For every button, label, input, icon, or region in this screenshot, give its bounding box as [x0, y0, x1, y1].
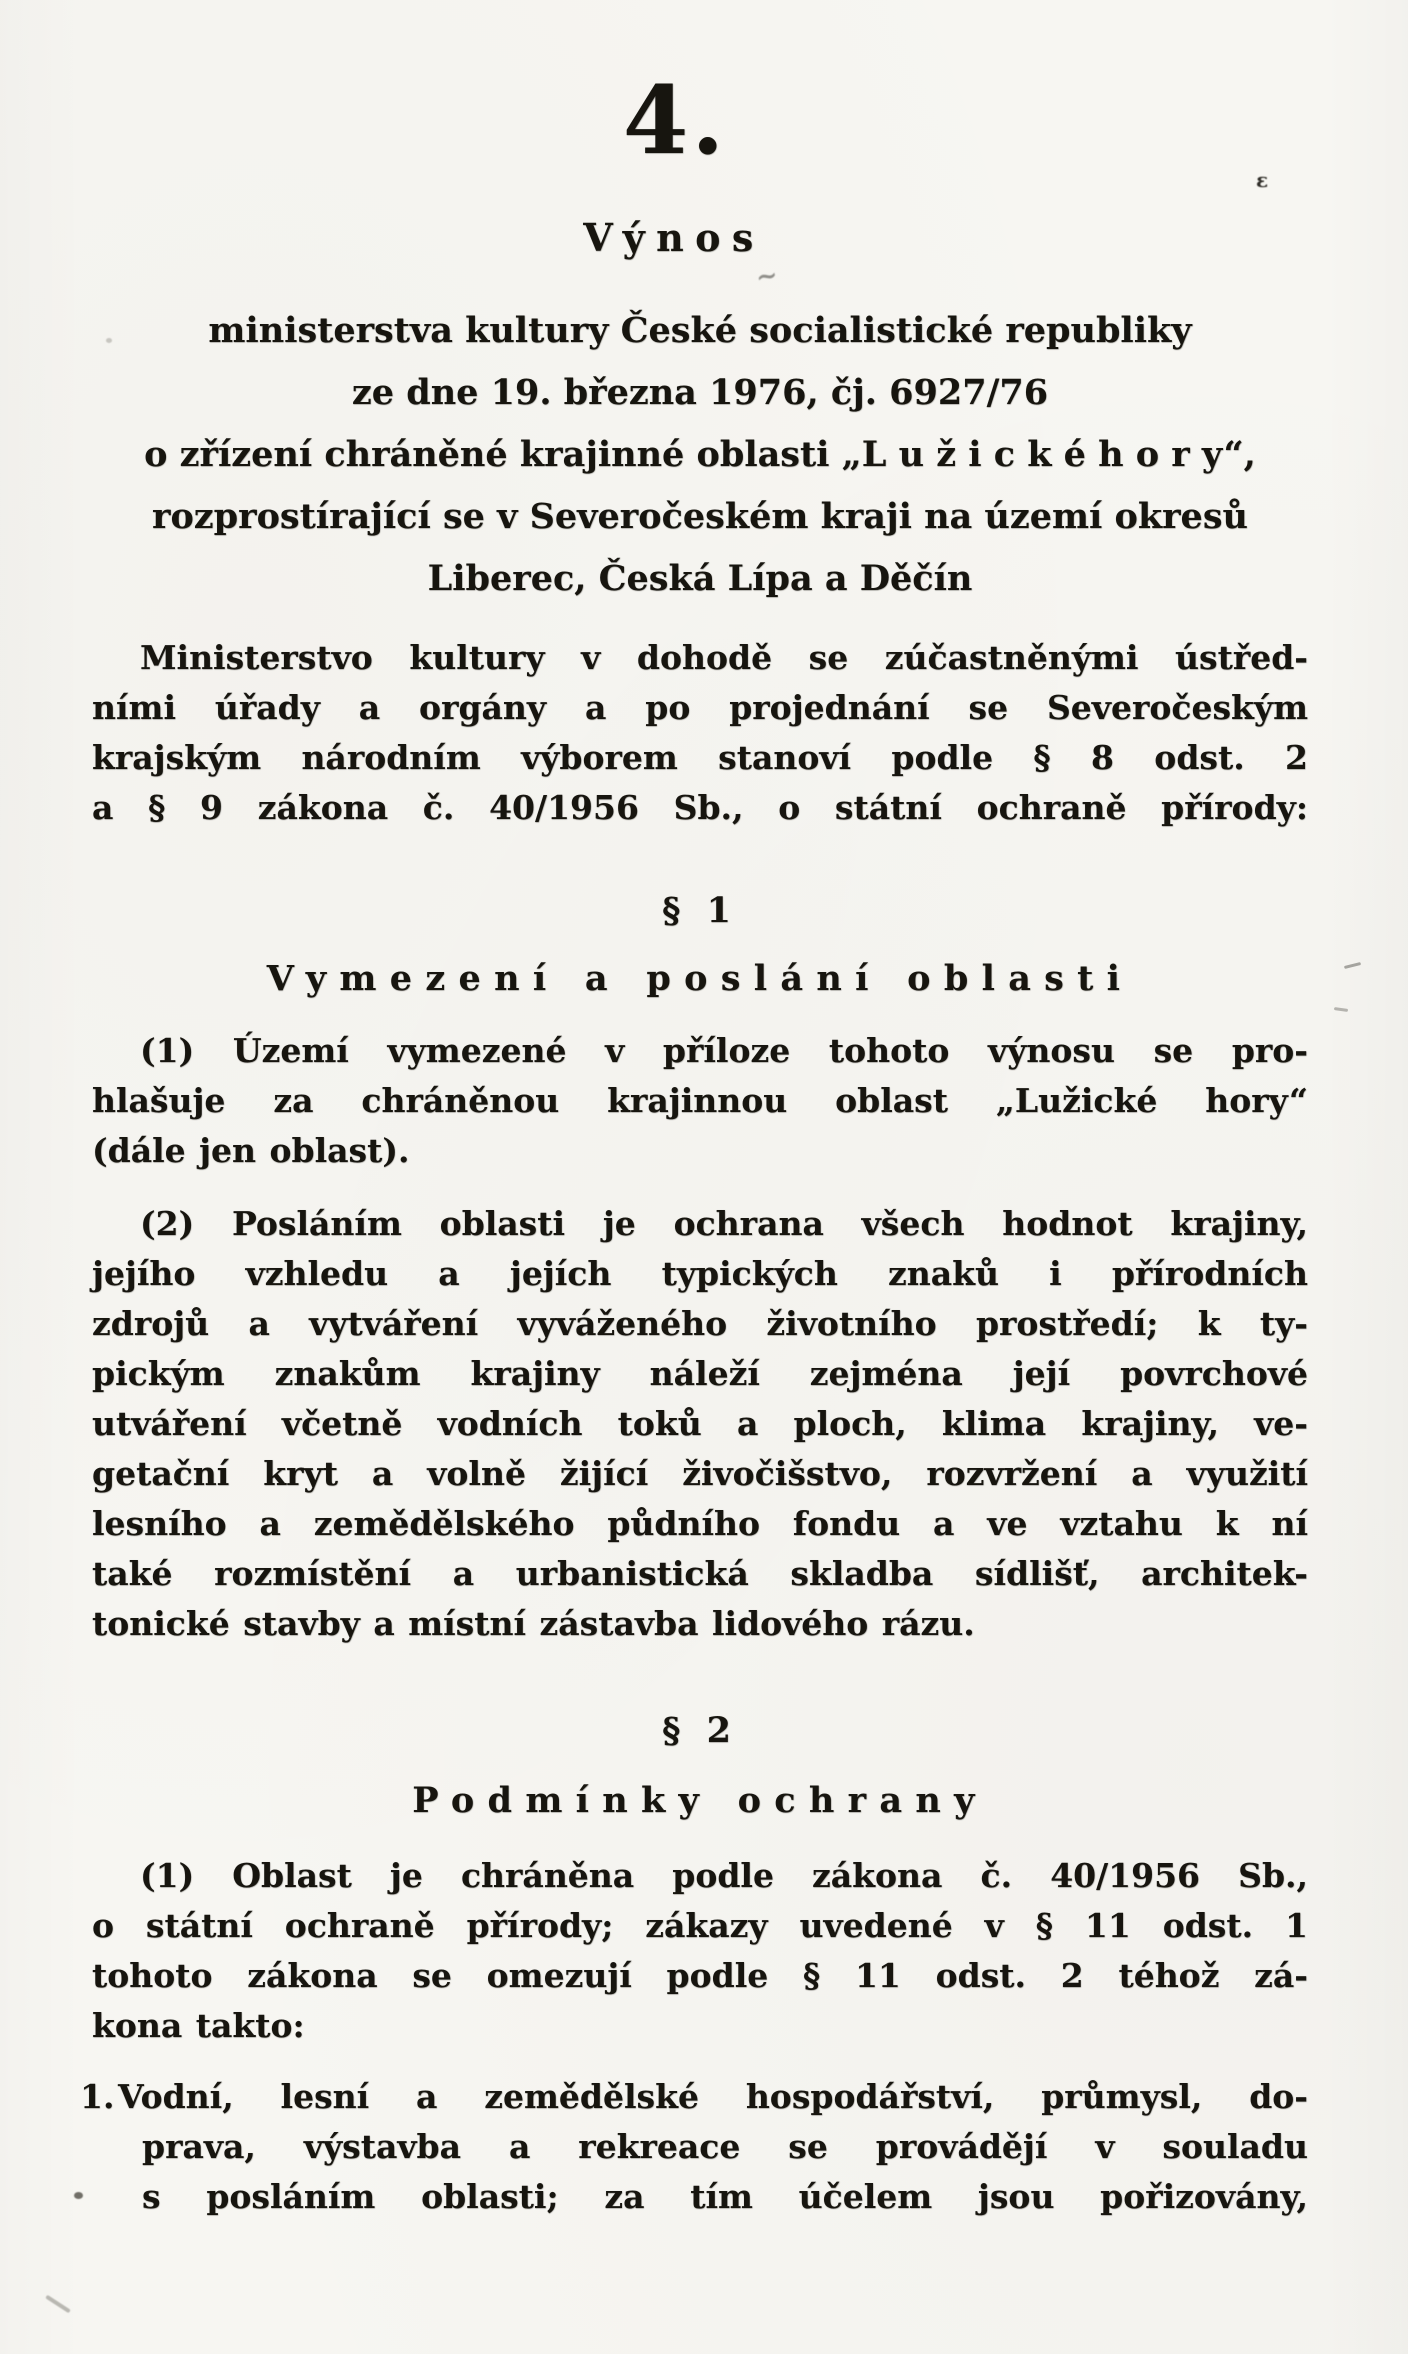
- text-line: rozprostírající se v Severočeském kraji na území okresů: [152, 496, 1248, 537]
- text-line: o zřízení chráněné krajinné oblasti „L u ž i c k é h o r y“,: [144, 434, 1256, 475]
- text-line: tonické stavby a místní zástavba lidového rázu.: [92, 1604, 975, 1643]
- section-1-paragraph-2: [92, 1199, 1308, 1649]
- text-line: také rozmístění a urbanistická skladba sídlišť, architek-: [92, 1554, 1308, 1593]
- text-line: zdrojů a vytváření vyváženého životního prostředí; k ty-: [92, 1304, 1308, 1343]
- section-2-paragraph-1: [92, 1851, 1308, 2051]
- text-line: o státní ochraně přírody; zákazy uvedené v § 11 odst. 1: [92, 1906, 1308, 1945]
- page-content: [80, 0, 1308, 2354]
- ink-dot: [74, 2192, 83, 2199]
- text-line: ze dne 19. března 1976, čj. 6927/76: [351, 372, 1049, 413]
- text-line: Ministerstvo kultury v dohodě se zúčastněnými ústřed-: [140, 638, 1308, 677]
- text-line: utváření včetně vodních toků a ploch, klima krajiny, ve-: [92, 1404, 1308, 1443]
- text-line: s posláním oblasti; za tím účelem jsou pořizovány,: [142, 2177, 1308, 2216]
- text-line: Liberec, Česká Lípa a Děčín: [427, 558, 973, 599]
- scan-streak: [45, 2295, 71, 2314]
- text-line: (1) Území vymezené v příloze tohoto výnosu se pro-: [140, 1031, 1308, 1070]
- intro-paragraph: [92, 633, 1308, 833]
- text-line: tohoto zákona se omezují podle § 11 odst. 2 téhož zá-: [92, 1956, 1308, 1995]
- ink-dot: [106, 338, 112, 343]
- text-line: prava, výstavba a rekreace se provádějí v souladu: [142, 2127, 1308, 2166]
- section-1-paragraph-1: [92, 1026, 1308, 1176]
- text-line: lesního a zemědělského půdního fondu a ve vztahu k ní: [92, 1504, 1308, 1543]
- text-line: getační kryt a volně žijící živočišstvo, rozvržení a využití: [92, 1454, 1308, 1493]
- text-line: pickým znakům krajiny náleží zejména její povrchové: [92, 1354, 1308, 1393]
- section-2-subheading: Podmínky ochrany: [412, 1780, 988, 1821]
- section-2-heading: § 2: [662, 1710, 738, 1751]
- text-line: (dále jen oblast).: [92, 1131, 410, 1170]
- list-item-text: [118, 2072, 1308, 2222]
- text-line: a § 9 zákona č. 40/1956 Sb., o státní ochraně přírody:: [92, 788, 1308, 827]
- text-line: hlašuje za chráněnou krajinnou oblast „Lužické hory“: [92, 1081, 1308, 1120]
- text-line: (1) Oblast je chráněna podle zákona č. 40/1956 Sb.,: [140, 1856, 1308, 1895]
- text-line: kona takto:: [92, 2006, 305, 2045]
- document-title: [92, 300, 1308, 610]
- text-line: ministerstva kultury České socialistické republiky: [208, 310, 1192, 351]
- text-line: ními úřady a orgány a po projednání se Severočeským: [92, 688, 1308, 727]
- section-2-list-item-1: [80, 2072, 1308, 2222]
- scan-edge-mark: [1344, 962, 1361, 969]
- scan-edge-mark: [1334, 1007, 1348, 1012]
- page-number-heading: 4.: [622, 66, 728, 176]
- text-line: jejího vzhledu a jejích typických znaků i přírodních: [92, 1254, 1308, 1293]
- text-line: krajským národním výborem stanoví podle § 8 odst. 2: [92, 738, 1308, 777]
- document-type-heading: Výnos: [583, 215, 765, 260]
- text-line: Vodní, lesní a zemědělské hospodářství, průmysl, do-: [118, 2077, 1308, 2116]
- list-item-number: 1.: [80, 2077, 115, 2116]
- ink-tilde-mark: ~: [753, 260, 781, 294]
- text-line: (2) Posláním oblasti je ochrana všech hodnot krajiny,: [140, 1204, 1308, 1243]
- ink-speck: ɛ: [1256, 168, 1269, 192]
- section-1-subheading: Vymezení a poslání oblasti: [266, 958, 1134, 999]
- section-1-heading: § 1: [662, 890, 738, 931]
